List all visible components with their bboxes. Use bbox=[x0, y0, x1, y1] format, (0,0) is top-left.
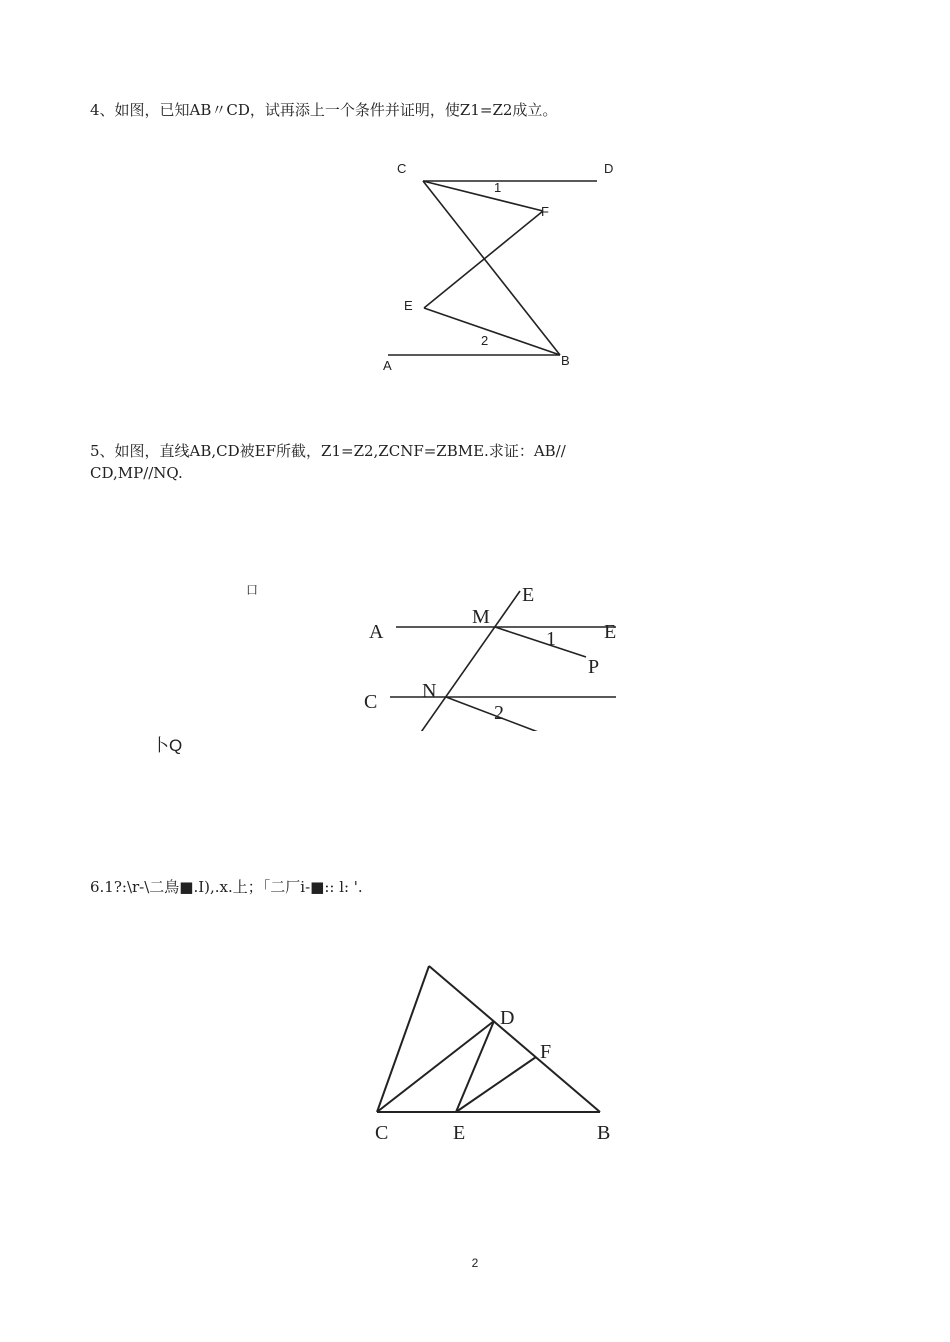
q5-label-c: C bbox=[364, 691, 378, 713]
q6-label-f: F bbox=[540, 1041, 552, 1063]
q5-small-mark: 口 bbox=[246, 583, 259, 597]
page-number: 2 bbox=[471, 1256, 479, 1270]
line-ca bbox=[377, 966, 429, 1112]
q5-label-2: 2 bbox=[494, 702, 504, 724]
q5-side-text: 卜Q bbox=[152, 736, 183, 755]
q5-label-a: A bbox=[369, 621, 384, 643]
q5-text-line2: CD,MP//NQ. bbox=[90, 464, 183, 482]
q6-label-b: B bbox=[597, 1122, 611, 1144]
q5-label-p: P bbox=[588, 656, 600, 678]
q4-label-b: B bbox=[561, 353, 570, 368]
q5-label-n: N bbox=[422, 680, 437, 702]
q4-label-a: A bbox=[383, 358, 392, 373]
line-eb bbox=[424, 308, 560, 355]
q4-label-d: D bbox=[604, 161, 614, 176]
q4-label-f: F bbox=[541, 204, 549, 219]
line-cb bbox=[423, 181, 560, 355]
q5-text-line1: 5、如图，直线AB,CD被EF所截，Z1=Z2,ZCNF=ZBME.求证：AB// bbox=[90, 442, 566, 460]
q6-label-e: E bbox=[453, 1122, 466, 1144]
q4-label-c: C bbox=[397, 161, 407, 176]
q5-label-e: E bbox=[522, 585, 535, 606]
q6-label-c: C bbox=[375, 1122, 389, 1144]
q5-label-m: M bbox=[472, 606, 490, 628]
line-fe bbox=[424, 211, 543, 308]
q5-label-1: 1 bbox=[546, 628, 556, 650]
q6-label-d: D bbox=[500, 1007, 515, 1029]
q5-label-b: E bbox=[604, 621, 617, 643]
q4-label-e: E bbox=[404, 298, 413, 313]
line-ab bbox=[429, 966, 600, 1112]
q4-lines bbox=[388, 181, 597, 355]
q4-label-1: 1 bbox=[494, 180, 502, 195]
q4-label-2: 2 bbox=[481, 333, 489, 348]
q4-figure bbox=[375, 155, 635, 385]
line-cf bbox=[423, 181, 543, 211]
q4-text: 4、如图，已知AB〃CD，试再添上一个条件并证明，使Z1=Z2成立。 bbox=[90, 101, 558, 119]
q6-lines bbox=[377, 966, 600, 1112]
q6-text: 6.1?:\r-\二鳥■.I),.x.上；「二厂i-■:: l: '. bbox=[90, 878, 363, 896]
q5-figure bbox=[360, 585, 620, 735]
q6-figure bbox=[360, 955, 630, 1155]
line-mp bbox=[495, 627, 586, 657]
